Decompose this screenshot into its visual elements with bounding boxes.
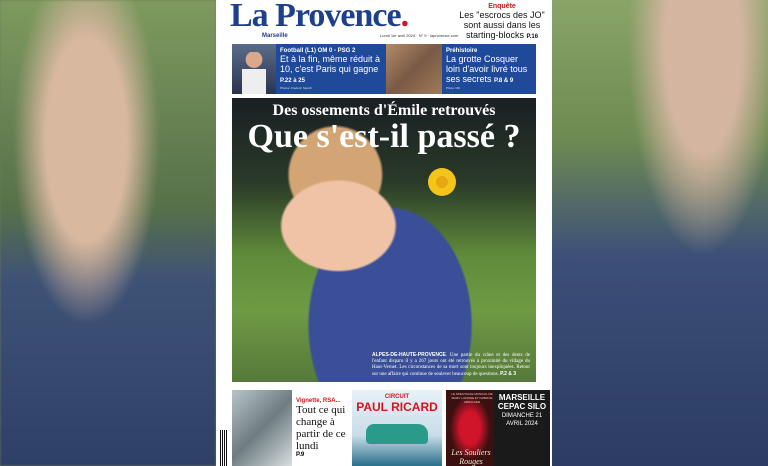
edition-label: Marseille	[262, 33, 288, 39]
hero-story[interactable]	[232, 98, 536, 382]
ad-date: DIMANCHE 21 AVRIL 2024	[501, 413, 543, 427]
football-photo[interactable]	[232, 44, 276, 94]
background-left-photo	[0, 0, 216, 466]
teaser-kicker: Enquête	[488, 3, 516, 10]
teaser-text: Les "escrocs des JO" sont aussi dans les starting-blocks P.16	[459, 10, 545, 40]
teaser-kicker: Football (L1) OM 0 - PSG 2	[280, 48, 356, 54]
page-ref: P.2 & 3	[500, 371, 517, 377]
teaser-changes[interactable]	[296, 398, 346, 458]
newspaper-logo[interactable]: La Provence.	[230, 0, 409, 34]
teaser-kicker: Préhistoire	[446, 48, 478, 54]
flower-icon	[428, 168, 456, 196]
ad-show-title: Les Souliers Rouges	[451, 448, 491, 466]
page-ref: P.9	[296, 452, 305, 458]
ad-concert[interactable]	[446, 390, 550, 466]
teaser-kicker: Vignette, RSA...	[296, 398, 341, 404]
teaser-text: Tout ce qui change à partir de ce lundi	[296, 404, 346, 452]
ad-title: PAUL RICARD	[356, 400, 438, 414]
teaser-text: Et à la fin, même réduit à 10, c'est Paris qui gagne P.22 à 25	[280, 54, 381, 84]
photo-credit: Photos: Frederic Speich	[280, 86, 313, 90]
page-ref: P.16	[526, 34, 539, 40]
teaser-enquete[interactable]	[456, 3, 548, 42]
ad-credits: LE SPECTACLE MUSICAL DE MARC LAVOINE ET FABRICE ABOULKER	[451, 392, 493, 404]
teaser-football[interactable]	[280, 48, 384, 90]
vignette-photo[interactable]	[232, 390, 292, 466]
ad-venue: CEPAC SILO	[497, 402, 547, 411]
barcode	[220, 430, 228, 466]
page-ref: P.22 à 25	[280, 78, 305, 84]
cave-photo[interactable]	[386, 44, 442, 94]
background-right-photo	[552, 0, 768, 466]
race-car-icon	[366, 424, 428, 444]
hero-kicker: Des ossements d'Émile retrouvés	[272, 102, 496, 119]
teaser-prehistoire[interactable]	[446, 48, 534, 90]
newspaper-front-page	[216, 0, 552, 466]
hero-caption: ALPES-DE-HAUTE-PROVENCE. Une partie du crâne et des dents de l'enfant disparu il y a 267 jours ont été retrouvés à proximité du village du Haut-Vernet. Les circonstances de sa mort sont toujours inexpliquées. Retour sur une affaire qui continue de soulever beaucoup de questions. P.2 & 3	[372, 352, 530, 377]
teaser-text: La grotte Cosquer loin d'avoir livré tous ses secrets P.8 & 9	[446, 54, 528, 84]
masthead[interactable]	[230, 0, 460, 38]
ad-kicker: CIRCUIT	[384, 394, 410, 400]
hero-headline: Que s'est-il passé ?	[247, 118, 521, 155]
photo-credit: Photo: DR	[446, 86, 460, 90]
ad-circuit-paul-ricard[interactable]	[352, 390, 442, 466]
ad-city: MARSEILLE	[498, 393, 546, 402]
caption-lead: ALPES-DE-HAUTE-PROVENCE	[372, 352, 446, 358]
footballer-figure	[242, 52, 266, 94]
dateline: Lundi 1er avril 2024 · N° 9 · laprovence.com	[380, 33, 459, 38]
page-ref: P.8 & 9	[494, 78, 514, 84]
ad-details	[496, 394, 548, 428]
